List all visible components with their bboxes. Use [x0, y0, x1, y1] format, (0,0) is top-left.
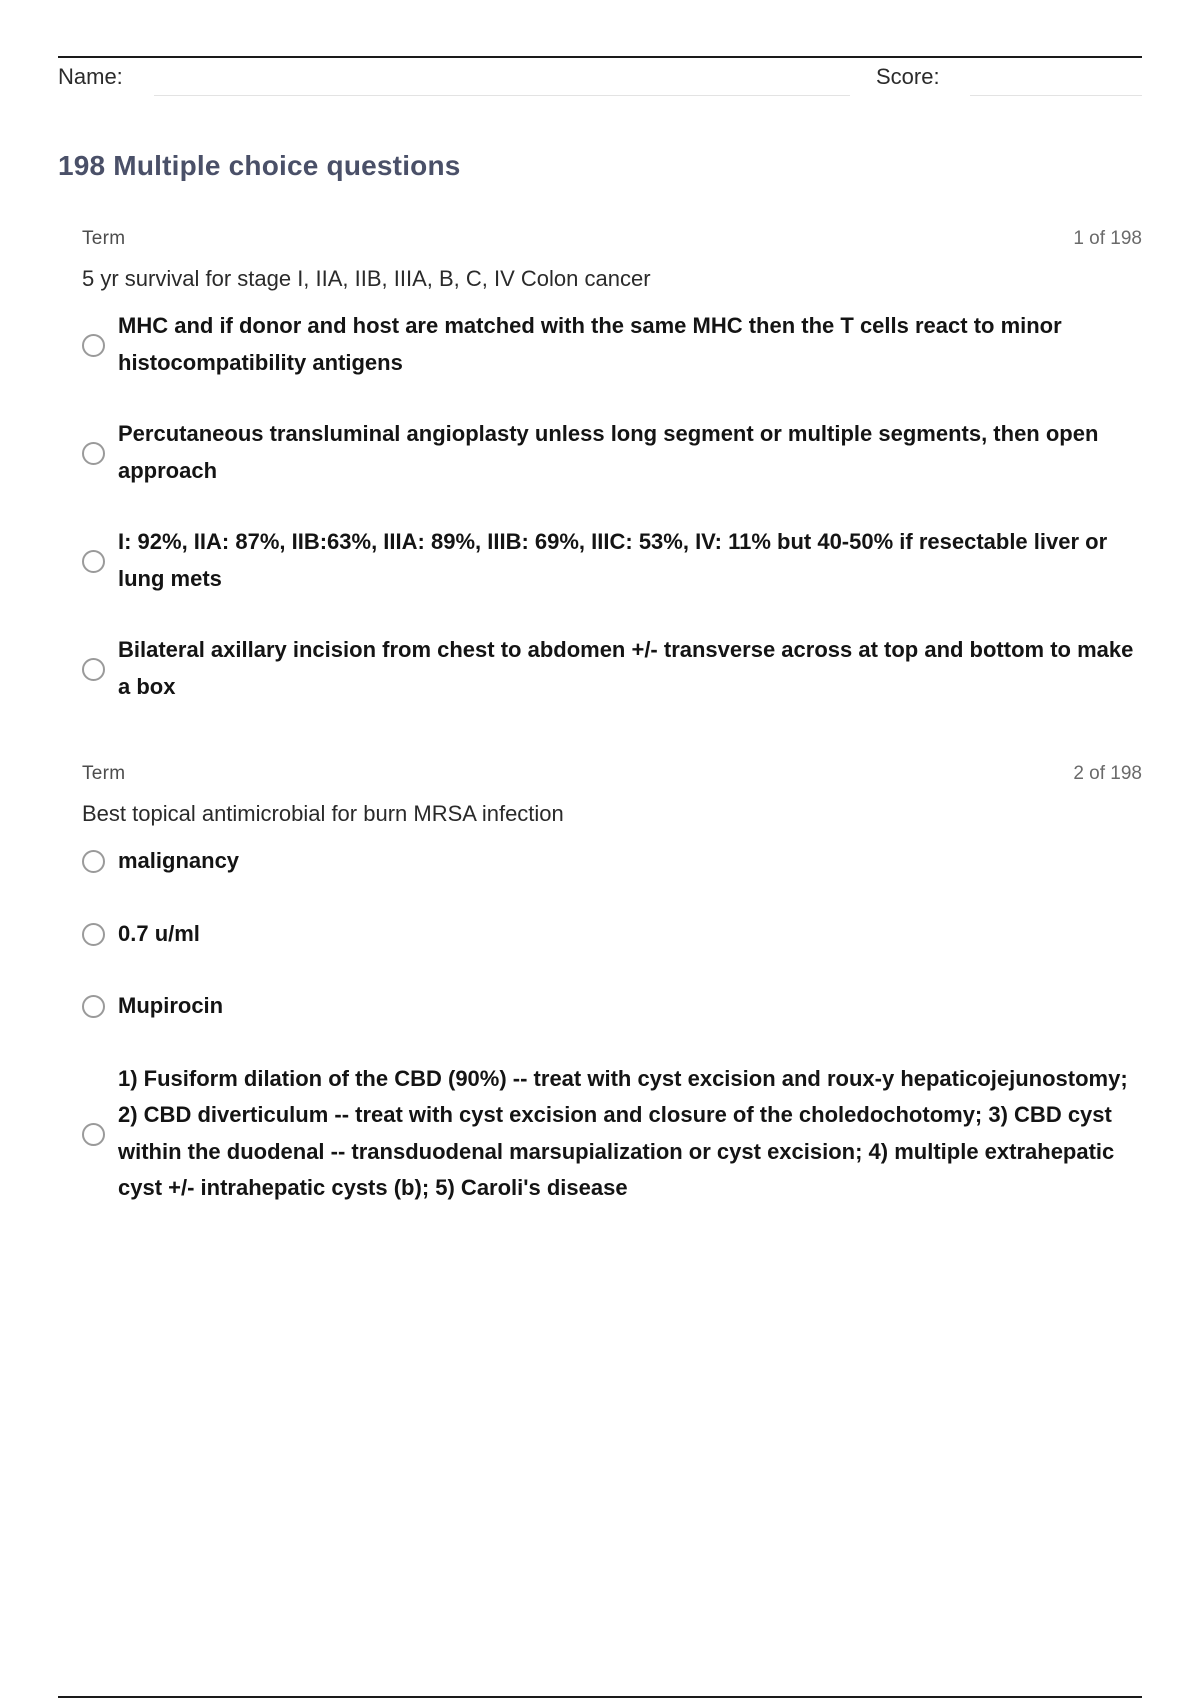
- question-counter: 1 of 198: [1073, 228, 1142, 249]
- term-label: Term: [82, 228, 126, 249]
- score-field-line: [970, 95, 1142, 96]
- question-1: [82, 228, 1142, 705]
- radio-button-icon[interactable]: [82, 850, 105, 873]
- answer-option[interactable]: [82, 524, 1142, 597]
- radio-button-icon[interactable]: [82, 442, 105, 465]
- section-title: 198 Multiple choice questions: [58, 150, 461, 181]
- header-row: [58, 62, 1142, 98]
- radio-button-icon[interactable]: [82, 550, 105, 573]
- answer-option[interactable]: [82, 1061, 1142, 1207]
- radio-button-icon[interactable]: [82, 658, 105, 681]
- answer-option[interactable]: [82, 916, 1142, 953]
- answer-option-label: MHC and if donor and host are matched with the same MHC then the T cells react to minor histocompatibility antigens: [118, 313, 1062, 375]
- term-label: Term: [82, 763, 126, 784]
- answer-option-label: malignancy: [118, 848, 240, 873]
- answer-option[interactable]: [82, 843, 1142, 880]
- radio-button-icon[interactable]: [82, 995, 105, 1018]
- question-2: [82, 763, 1142, 1207]
- answer-option[interactable]: [82, 988, 1142, 1025]
- name-label: Name:: [58, 64, 123, 89]
- question-text: Best topical antimicrobial for burn MRSA infection: [82, 801, 564, 826]
- answer-option-label: Percutaneous transluminal angioplasty unless long segment or multiple segments, then open approach: [118, 421, 1099, 483]
- question-meta: [82, 763, 1142, 789]
- answer-option[interactable]: [82, 632, 1142, 705]
- answer-option-label: 1) Fusiform dilation of the CBD (90%) -- treat with cyst excision and roux-y hepaticojejunostomy; 2) CBD diverticulum -- treat with cyst excision and closure of the choledochotomy; 3) CBD cyst within the duodenal -- transduodenal marsupialization or cyst excision; 4) multiple extrahepatic cyst +/- intrahepatic cysts (b); 5) Caroli's disease: [118, 1065, 1128, 1200]
- answer-options: [82, 843, 1142, 1207]
- answer-option-label: Mupirocin: [118, 993, 224, 1018]
- worksheet-page: [58, 0, 1142, 1700]
- answer-option-label: 0.7 u/ml: [118, 920, 200, 946]
- answer-option[interactable]: [82, 308, 1142, 381]
- name-field-line: [154, 95, 850, 96]
- question-meta: [82, 228, 1142, 254]
- top-divider: [58, 56, 1142, 58]
- question-counter: 2 of 198: [1073, 763, 1142, 784]
- answer-option[interactable]: [82, 416, 1142, 489]
- radio-button-icon[interactable]: [82, 334, 105, 357]
- radio-button-icon[interactable]: [82, 1123, 105, 1146]
- answer-option-label: I: 92%, IIA: 87%, IIB:63%, IIIA: 89%, IIIB: 69%, IIIC: 53%, IV: 11% but 40-50% if resectable liver or lung mets: [118, 529, 1108, 591]
- question-text: 5 yr survival for stage I, IIA, IIB, IIIA, B, C, IV Colon cancer: [82, 266, 651, 291]
- radio-button-icon[interactable]: [82, 923, 105, 946]
- score-label: Score:: [876, 64, 940, 89]
- answer-options: [82, 308, 1142, 705]
- answer-option-label: Bilateral axillary incision from chest to abdomen +/- transverse across at top and bottom to make a box: [118, 637, 1134, 699]
- bottom-divider: [58, 1696, 1142, 1698]
